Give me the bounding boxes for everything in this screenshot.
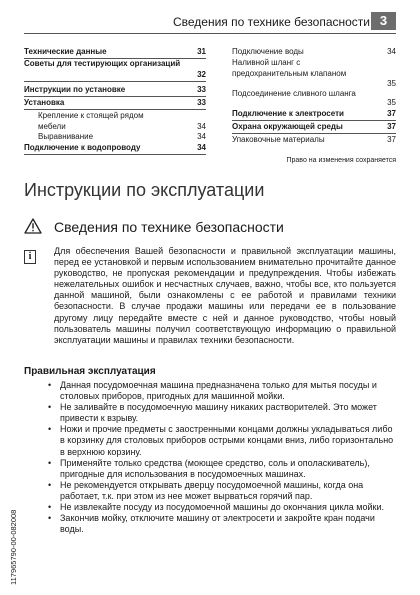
list-item: • Не заливайте в посудомоечную машину никаких растворителей. Это может привести к взрыву.	[60, 402, 396, 424]
warning-triangle-icon	[24, 218, 42, 234]
toc-item-page: 34	[197, 122, 206, 131]
toc-item-label: Охрана окружающей среды	[232, 122, 343, 131]
rights-note: Право на изменения сохраняется	[286, 157, 396, 164]
page-header-title: Сведения по технике безопасности	[172, 15, 370, 29]
toc-item-page: 32	[197, 70, 206, 79]
toc-item[interactable]	[232, 121, 396, 134]
toc-item-page: 34	[387, 47, 396, 56]
list-item: • Не рекомендуется открывать дверцу посудомоечной машины, когда она работает, т.к. при этом из нее может вырваться горячий пар.	[60, 480, 396, 502]
toc-item-page: 34	[197, 143, 206, 152]
toc-item[interactable]	[232, 134, 396, 145]
list-item: • Ножи и прочие предметы с заостренными концами должны укладываться либо в корзинку для столовых приборов острыми концами вниз, либо горизонтально в верхнюю корзину.	[60, 424, 396, 457]
intro-paragraph: Для обеспечения Вашей безопасности и правильной эксплуатации машины, перед ее установкой и первым использованием внимательно прочитайте данное руководство, не пропуская рекомендации и предупреждения. Чтобы избежать нежелательных ошибок и несчастных случаев, важно, чтобы все, кто пользуется данной машиной, были ознакомлены с ее работой и правилами техники безопасности. В случае продажи машины или передачи ее в пользование другому лицу передайте вместе с ней и данное руководство, чтобы новый пользователь машины получил соответствующую информацию о правильной эксплуатации машины и правилах техники безопасности.	[54, 246, 396, 345]
toc-item-page: 33	[197, 85, 206, 94]
toc-item-label: Технические данные	[24, 47, 107, 56]
toc-item-page: 35	[387, 98, 396, 107]
toc-item[interactable]	[24, 84, 206, 97]
section-title: Инструкции по эксплуатации	[24, 180, 265, 200]
page-number-badge: 3	[371, 12, 396, 30]
toc-item-page: 33	[197, 98, 206, 107]
toc-item[interactable]	[24, 97, 206, 110]
toc-item-page: 37	[387, 135, 396, 144]
toc-item[interactable]	[232, 46, 396, 57]
list-item: • Не извлекайте посуду из посудомоечной машины до окончания цикла мойки.	[60, 502, 396, 513]
info-icon: i	[24, 250, 36, 264]
toc-item-page: 37	[387, 109, 396, 118]
toc-item-label: Подключение к электросети	[232, 109, 344, 118]
list-item: • Закончив мойку, отключите машину от электросети и закройте кран подачи воды.	[60, 513, 396, 535]
correct-use-title: Правильная эксплуатация	[24, 366, 156, 377]
document-code: 117965790-00-082008	[9, 509, 18, 585]
toc-item-label: Наливной шланг с предохранительным клапаном	[232, 58, 347, 78]
toc-item[interactable]	[24, 142, 206, 155]
toc-item[interactable]	[232, 108, 396, 121]
toc-item-label: Крепление к стоящей рядом мебели	[38, 111, 144, 131]
toc-item-label: Упаковочные материалы	[232, 135, 325, 144]
toc-item[interactable]	[232, 57, 396, 89]
toc-item[interactable]	[38, 131, 206, 142]
correct-use-list	[60, 380, 396, 535]
toc-item[interactable]	[38, 110, 206, 132]
safety-title: Сведения по технике безопасности	[54, 219, 284, 235]
toc-item-page: 37	[387, 122, 396, 131]
toc-item-label: Подключение к водопроводу	[24, 143, 141, 152]
toc-item-page: 34	[197, 132, 206, 141]
toc-item-page: 35	[387, 79, 396, 88]
toc-item-label: Советы для тестирующих организаций	[24, 59, 181, 68]
list-item: • Применяйте только средства (моющее средство, соль и ополаскиватель), пригодные для использования в посудомоечных машинах.	[60, 458, 396, 480]
toc-item[interactable]	[232, 88, 396, 108]
header-divider	[24, 33, 396, 34]
toc-item-label: Установка	[24, 98, 65, 107]
list-item: • Данная посудомоечная машина предназначена только для мытья посуды и столовых приборов, пригодных для машинной мойки.	[60, 380, 396, 402]
toc-item-page: 31	[197, 47, 206, 56]
toc-item[interactable]	[24, 58, 206, 82]
toc-item-label: Инструкции по установке	[24, 85, 126, 94]
toc-item-label: Подключение воды	[232, 47, 304, 56]
toc-item-label: Выравнивание	[38, 132, 94, 141]
toc-item-label: Подсоединение сливного шланга	[232, 89, 356, 98]
